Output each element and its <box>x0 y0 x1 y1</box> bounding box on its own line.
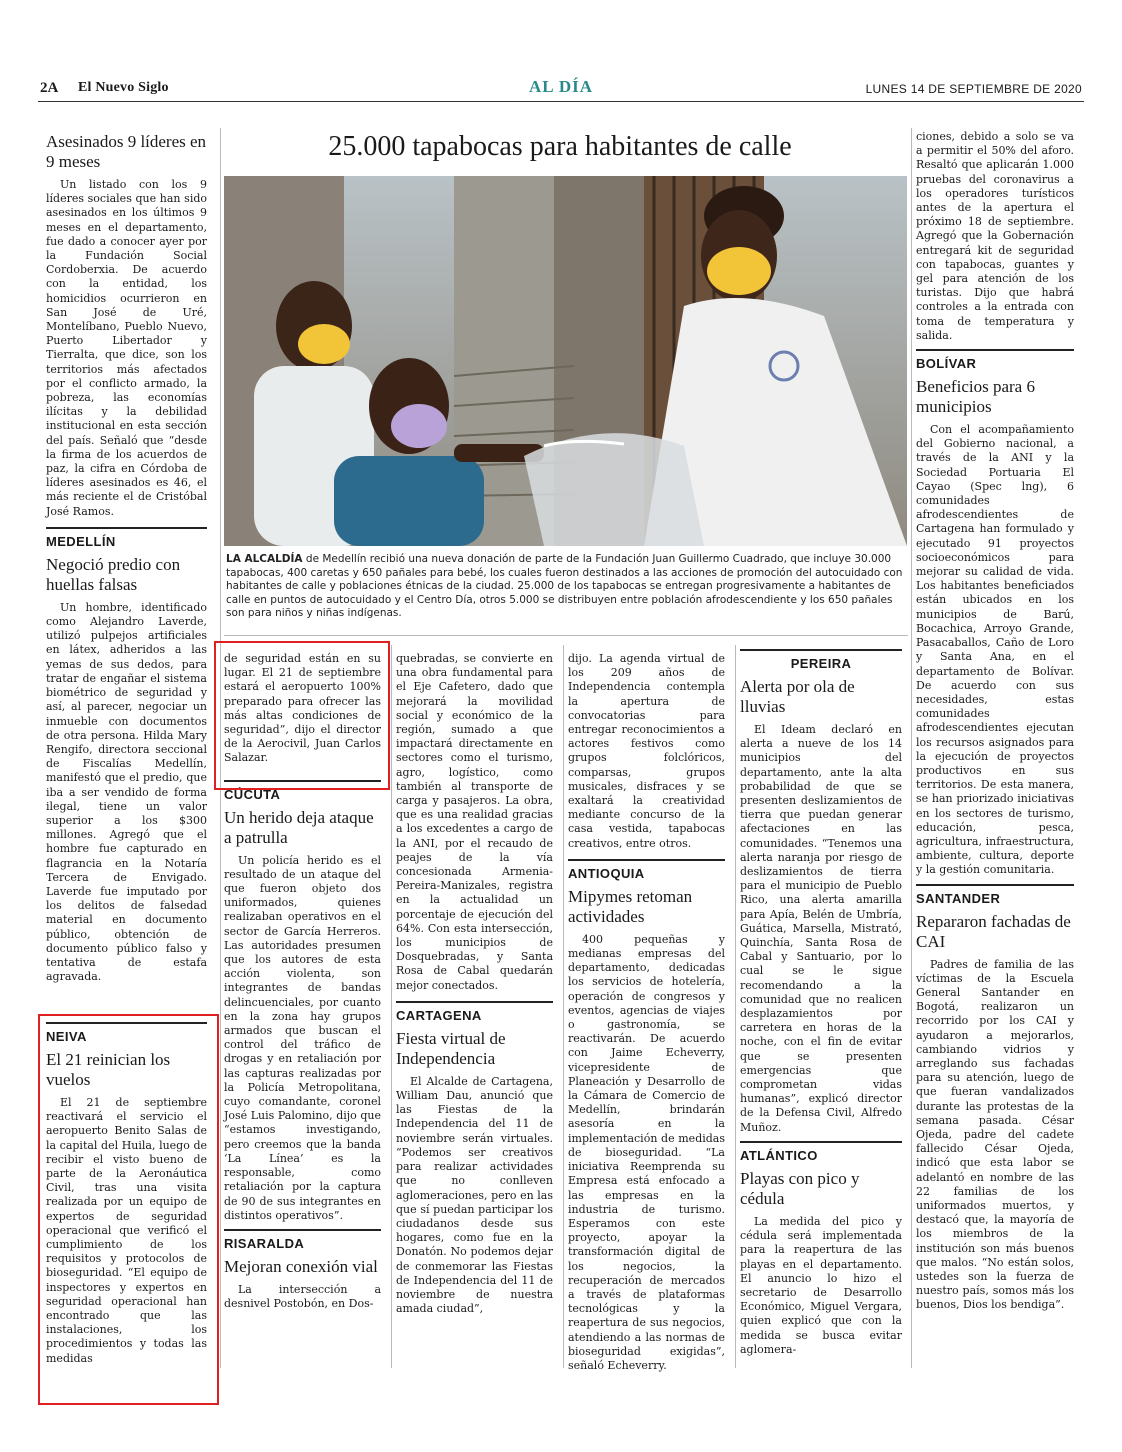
photo-caption <box>226 553 904 621</box>
newspaper-name: El Nuevo Siglo <box>78 80 169 95</box>
article-body: El Ideam declaró en alerta a nueve de los 14 municipios del departamento, ante la alta probabilidad de que se presenten deslizamientos de tierra que puedan generar afectaciones en las comunidades. “Tenemos una alerta naranja por riesgo de deslizamientos de tierra para el municipio de Pueblo Rico, una alerta amarilla para Apía, Belén de Umbría, Guática, Marsella, Mistrató, Quinchía, Santa Rosa de Cabal y Santuario, por lo cual se le sigue recomendando a la comunidad que no realicen desplazamientos por carretera en horas de la noche, con el fin de evitar que se presenten emergencias que comprometan vidas humanas”, explicó director de la Defensa Civil, Alfredo Muñoz. <box>740 723 902 1134</box>
article-headline: Repararon fachadas de CAI <box>916 911 1071 951</box>
article-kicker: RISARALDA <box>224 1229 381 1251</box>
article-kicker: ATLÁNTICO <box>740 1141 902 1163</box>
article-headline: Beneficios para 6 municipios <box>916 377 1035 417</box>
article-lideres <box>46 132 207 519</box>
column-divider <box>391 645 392 1368</box>
article-neiva <box>46 1018 207 1366</box>
header-rule <box>38 101 1084 102</box>
article-kicker: NEIVA <box>46 1022 207 1044</box>
article-kicker: SANTANDER <box>916 884 1074 906</box>
article-cucuta <box>224 780 381 1223</box>
article-body: 400 pequeñas y medianas empresas del departamento, dedicadas los servicios de hotelería, operación de congresos y eventos, agencias de viajes o gastronomía, se reactivarán. De acuerdo con Jaime Echeverry, vicepresidente de Planeación y Desarrollo de la Cámara de Comercio de Medellín, brindarán asesoría en la implementación de medidas de bioseguridad. “La iniciativa Reemprenda su Empresa está enfocado a las empresas en la industria de turismo. Esperamos con este proyecto, apoyar la transformación digital de los negocios, la recuperación de mercados a través de plataformas tecnológicas y la reapertura de sus negocios, atendiendo a las normas de bioseguridad exigidas”, señaló Echeverry. <box>568 932 725 1372</box>
article-medellin <box>46 527 207 984</box>
column-3 <box>396 652 553 1316</box>
news-photo <box>224 176 907 546</box>
column-1 <box>46 128 207 984</box>
column-4 <box>568 652 725 1373</box>
issue-date: LUNES 14 DE SEPTIEMBRE DE 2020 <box>865 82 1082 96</box>
column-divider <box>563 645 564 1368</box>
article-body: El 21 de septiembre reactivará el servicio el aeropuerto Benito Salas de la capital del Huila, luego de recibir el visto bueno de parte de la Aeronáutica Civil, tras una visita realizada por un equipo de expertos de seguridad operacional que verificó el cumplimiento de los requisitos y protocolos de bioseguridad. “El equipo de inspectores y expertos en seguridad operacional han encontrado que las instalaciones, los procedimientos y todas las medidas <box>46 1096 207 1365</box>
article-kicker: BOLÍVAR <box>916 349 1074 371</box>
article-atlantico <box>740 1141 902 1357</box>
column-divider <box>220 128 221 1368</box>
article-body: Con el acompañamiento del Gobierno nacional, a través de la ANI y la Sociedad Portuaria El Cayao (Spec lng), 6 comunidades afrodescendientes de Cartagena han formulado y ejecutado 91 proyectos socioeconómicos para mejorar su calidad de vida. Los habitantes beneficiados están ubicados en los municipios de Barú, Bocachica, Arroyo Grande, Pasacaballos, Caño de Loro y Santa Ana, en el departamento de Bolívar. De acuerdo con sus necesidades, estas comunidades afrodescendientes ejecutan los recursos asignados para la ejecución de proyectos productivos en sus territorios. De esta manera, se han priorizado iniciativas en los sectores de turismo, educación, pesca, agricultura, infraestructura, ambiente, cultura, deporte y la gestión comunitaria. <box>916 423 1074 877</box>
article-body: Un hombre, identificado como Alejandro Laverde, utilizó pulpejos artificiales en látex, adheridos a las yemas de sus dedos, para tratar de engañar el sistema biométrico de seguridad y así, al parecer, negociar un inmueble con documentos de otra persona. Hilda Mary Rengifo, directora seccional de Fiscalías Medellín, manifestó que el predio, que iba a ser vendido de forma ilegal, tiene un valor superior a los $300 millones. Agregó que el hombre fue capturado en flagrancia en la Notaría Tercera de Envigado. Laverde fue imputado por los delitos de falsedad material en documento público, obtención de documento público falso y tentativa de estafa agravada. <box>46 600 207 984</box>
article-santander <box>916 884 1074 1313</box>
article-kicker: CÚCUTA <box>224 780 381 802</box>
article-cartagena <box>396 1001 553 1316</box>
article-headline: Alerta por ola de lluvias <box>740 677 855 716</box>
page-number: 2A <box>40 80 59 96</box>
caption-rule <box>224 635 908 636</box>
article-headline: Un herido deja ataque a patrulla <box>224 807 374 847</box>
article-body: Padres de familia de las víctimas de la Escuela General Santander en Bogotá, realizaron un recorrido por los CAI y ayudaron a mejorarlos, cambiando vidrios y arreglando sus fachadas para su atención, luego de que fueran vandalizados durante las protestas de la semana pasada. César Ojeda, padre del cadete fallecido César Ojeda, indicó que esta labor se adelantó en nombre de las 22 familias de los uniformados muertos, y destacó que, la mayoría de los miembros de la institución son más buenos que malos. “No están solos, ustedes son la fuerza de nuestro país, somos más los buenos, Dios los bendiga”. <box>916 957 1074 1312</box>
caption-lead: LA ALCALDÍA <box>226 553 303 565</box>
article-headline: El 21 reinician los vuelos <box>46 1050 171 1089</box>
article-continuation: dijo. La agenda virtual de los 209 años de Independencia contempla la apertura de convocatorias para entregar reconocimientos a actores festivos como grupos folclóricos, comparsas, grupos musicales, disfraces y se exaltará la creatividad mediante concurso de la casa vestida, tapabocas creativos, entre otros. <box>568 652 725 850</box>
article-headline: Fiesta virtual de Independencia <box>396 1028 506 1068</box>
article-antioquia <box>568 859 725 1373</box>
article-headline: Negoció predio con huellas falsas <box>46 554 181 594</box>
article-continuation: de seguridad están en su lugar. El 21 de septiembre estará el aeropuerto 100% preparado para ofrecer las más altas condiciones de seguridad”, dijo el director de la Aerocivil, Juan Carlos Salazar. <box>224 652 381 765</box>
section-title: AL DÍA <box>528 77 594 96</box>
article-body: La intersección a desnivel Postobón, en Dos- <box>224 1282 381 1311</box>
column-divider <box>735 645 736 1368</box>
article-headline: Mipymes retoman actividades <box>568 886 693 926</box>
article-continuation: quebradas, se convierte en una obra fundamental para el Eje Cafetero, dado que mejorará la movilidad social y económico de la región, sumado a que impactará directamente en sectores como el turismo, agro, logístico, como también al transporte de carga y pasajeros. La obra, que es una realidad gracias a los excedentes a cargo de la ANI, por el recaudo de peajes de la vía concesionada Armenia-Pereira-Manizales, registra en la actualidad un porcentaje de ejecución del 64%. Con esta intersección, los municipios de Dosquebradas, y Santa Rosa de Cabal quedarán mejor conectados. <box>396 652 553 992</box>
article-body: Un policía herido es el resultado de un ataque del que fueron objeto dos uniformados, quienes realizaban operativos en el sector de García Herreros. Las autoridades presumen que los autores de esta acción violenta, son integrantes de bandas delincuenciales, por cuanto en la zona hay grupos armados que buscan el control del tráfico de drogas y en retaliación por las capturas realizadas por la Policía Metropolitana, cuyo comandante, coronel José Luis Palomino, dijo que “estamos investigando, pero creemos que la banda ‘La Línea’ es la responsable, como retaliación por la captura de 90 de sus integrantes en distintos operativos”. <box>224 853 381 1222</box>
article-headline: Mejoran conexión vial <box>224 1256 378 1276</box>
article-body: La medida del pico y cédula será implementada para la reapertura de las playas en el departamento. El anuncio lo hizo el secretario de Desarrollo Económico, Miguel Vergara, quien explicó que con la medida se busca evitar aglomera- <box>740 1214 902 1356</box>
article-body: Un listado con los 9 líderes sociales que han sido asesinados en los últimos 9 meses en el departamento, fue dado a conocer ayer por la Fundación Social Cordoberxia. De acuerdo con la entidad, los homicidios ocurrieron en San José de Uré, Montelíbano, Pueblo Nuevo, Puerto Libertador y Tierralta, que dice, son los territorios más afectados por el conflicto armado, la pobreza, las economías ilícitas y la debilidad institucional en esta sección del país. Señaló que “desde la firma de los acuerdos de paz, la cifra en Córdoba de líderes asesinados es 46, el más reciente el de Cristóbal José Ramos. <box>46 178 207 518</box>
article-headline: Asesinados 9 líderes en 9 meses <box>46 132 207 171</box>
main-headline: 25.000 tapabocas para habitantes de calle <box>328 131 792 162</box>
article-risaralda <box>224 1229 381 1311</box>
article-continuation: ciones, debido a solo se va a permitir el 50% del aforo. Resaltó que aplicarán 1.000 pruebas del coronavirus a los operadores turísticos antes de la apertura el próximo 18 de septiembre. Agregó que la Gobernación entregará kit de seguridad con tapabocas, guantes y gel para atención de los turistas. Dijo que habrá controles a la entrada con toma de temperatura y salida. <box>916 130 1074 342</box>
article-body: El Alcalde de Cartagena, William Dau, anunció que las Fiestas de la Independencia del 11 de noviembre serán virtuales. “Podemos ser creativos para realizar actividades que no conlleven aglomeraciones, pero en las que sí puedan participar los ciudadanos desde sus hogares, como fue en la Donatón. No podemos dejar de conmemorar las Fiestas de Independencia del 11 de noviembre de nuestra amada ciudad”, <box>396 1074 553 1316</box>
photo-illustration <box>224 176 907 546</box>
caption-text: de Medellín recibió una nueva donación de parte de la Fundación Juan Guillermo Cuadrado, que incluye 30.000 tapabocas, 400 caretas y 650 pañales para bebé, los cuales fueron destinados a las acciones de promoción del autocuidado con habitantes de calle y poblaciones étnicas de la ciudad. 25.000 de los tapabocas se entregan progresivamente a habitantes de calle en puntos de autocuidado y el Centro Día, otros 5.000 se distribuyen entre población afrodescendiente y los 650 pañales son para niños y niñas indígenas. <box>226 553 903 619</box>
article-kicker: CARTAGENA <box>396 1001 553 1023</box>
article-pereira <box>740 649 902 1135</box>
column-6 <box>916 130 1074 1313</box>
article-bolivar <box>916 349 1074 878</box>
article-headline: Playas con pico y cédula <box>740 1168 860 1208</box>
article-kicker: PEREIRA <box>740 649 902 671</box>
column-5 <box>740 645 902 1357</box>
article-kicker: MEDELLÍN <box>46 527 207 549</box>
article-kicker: ANTIOQUIA <box>568 859 725 881</box>
column-divider <box>911 128 912 1368</box>
column-2 <box>224 652 381 1311</box>
